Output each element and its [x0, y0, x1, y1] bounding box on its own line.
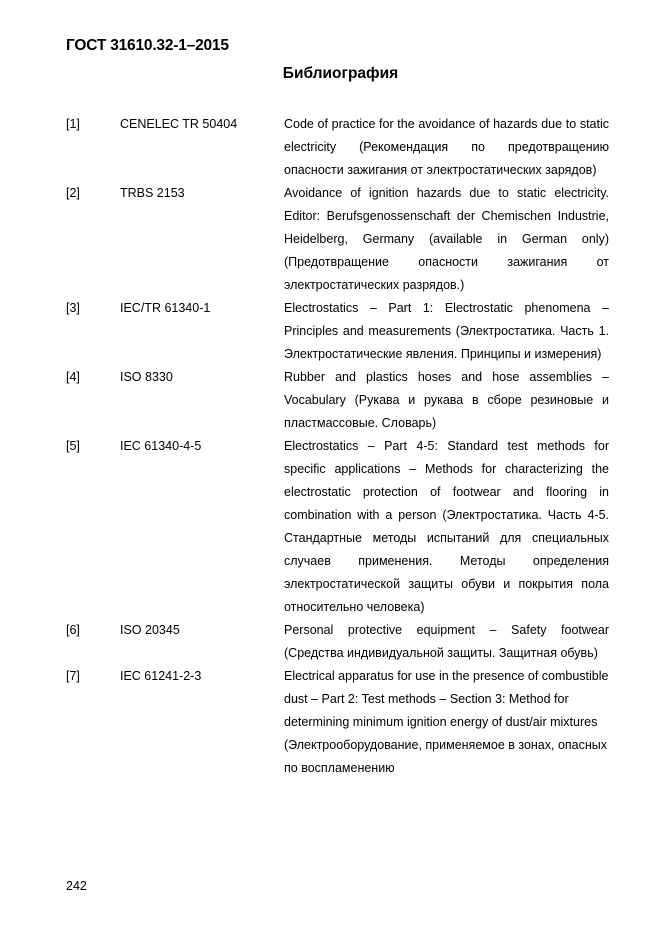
- entry-number: [5]: [66, 439, 80, 453]
- page-number: 242: [66, 879, 87, 893]
- entry-standard-code: IEC 61340-4-5: [120, 439, 202, 453]
- entry-description: Avoidance of ignition hazards due to static electricity. Editor: Berufsgenossenschaft der Chemischen Industrie, Heidelberg, Germany (available in German only) (Предотвращение опасности зажигания от электростатических разрядов.): [284, 186, 609, 292]
- entry-standard-code: IEC 61241-2-3: [120, 669, 202, 683]
- entry-number: [4]: [66, 370, 80, 384]
- entry-standard-code: TRBS 2153: [120, 186, 185, 200]
- bibliography-entry: [0, 113, 661, 182]
- entry-standard-code: ISO 8330: [120, 370, 173, 384]
- entry-description: Code of practice for the avoidance of hazards due to static electricity (Рекомендация по предотвращению опасности зажигания от электростатических зарядов): [284, 117, 609, 177]
- bibliography-entry: [0, 366, 661, 435]
- entry-number: [3]: [66, 301, 80, 315]
- bibliography-entry: [0, 297, 661, 366]
- entry-standard-code: CENELEC TR 50404: [120, 117, 238, 131]
- entry-number: [2]: [66, 186, 80, 200]
- entry-standard-code: ISO 20345: [120, 623, 180, 637]
- entry-description: Personal protective equipment – Safety footwear (Средства индивидуальной защиты. Защитная обувь): [284, 623, 609, 660]
- entry-standard-code: IEC/TR 61340-1: [120, 301, 211, 315]
- entry-description: Electrostatics – Part 1: Electrostatic phenomena – Principles and measurements (Электростатика. Часть 1. Электростатические явления. Принципы и измерения): [284, 301, 609, 361]
- bibliography-entry: [0, 619, 661, 665]
- entry-number: [6]: [66, 623, 80, 637]
- entry-description: Electrical apparatus for use in the presence of combustible dust – Part 2: Test methods – Section 3: Method for determining minimum ignition energy of dust/air mixtures (Электрооборудование, применяемое в зонах, опасных по воспламенению: [284, 669, 609, 775]
- bibliography-list: [0, 113, 661, 780]
- entry-description: Electrostatics – Part 4-5: Standard test methods for specific applications – Methods for characterizing the electrostatic protection of footwear and flooring in combination with a person (Электростатика. Часть 4-5. Стандартные методы испытаний для специальных случаев применения. Методы определения электростатической защиты обуви и покрытия пола относительно человека): [284, 439, 609, 614]
- document-header: ГОСТ 31610.32-1–2015: [66, 37, 229, 54]
- entry-number: [7]: [66, 669, 80, 683]
- bibliography-entry: [0, 665, 661, 780]
- entry-description: Rubber and plastics hoses and hose assemblies – Vocabulary (Рукава и рукава в сборе резиновые и пластмассовые. Словарь): [284, 370, 609, 430]
- bibliography-entry: [0, 435, 661, 619]
- bibliography-entry: [0, 182, 661, 297]
- section-title: Библиография: [282, 65, 399, 82]
- entry-number: [1]: [66, 117, 80, 131]
